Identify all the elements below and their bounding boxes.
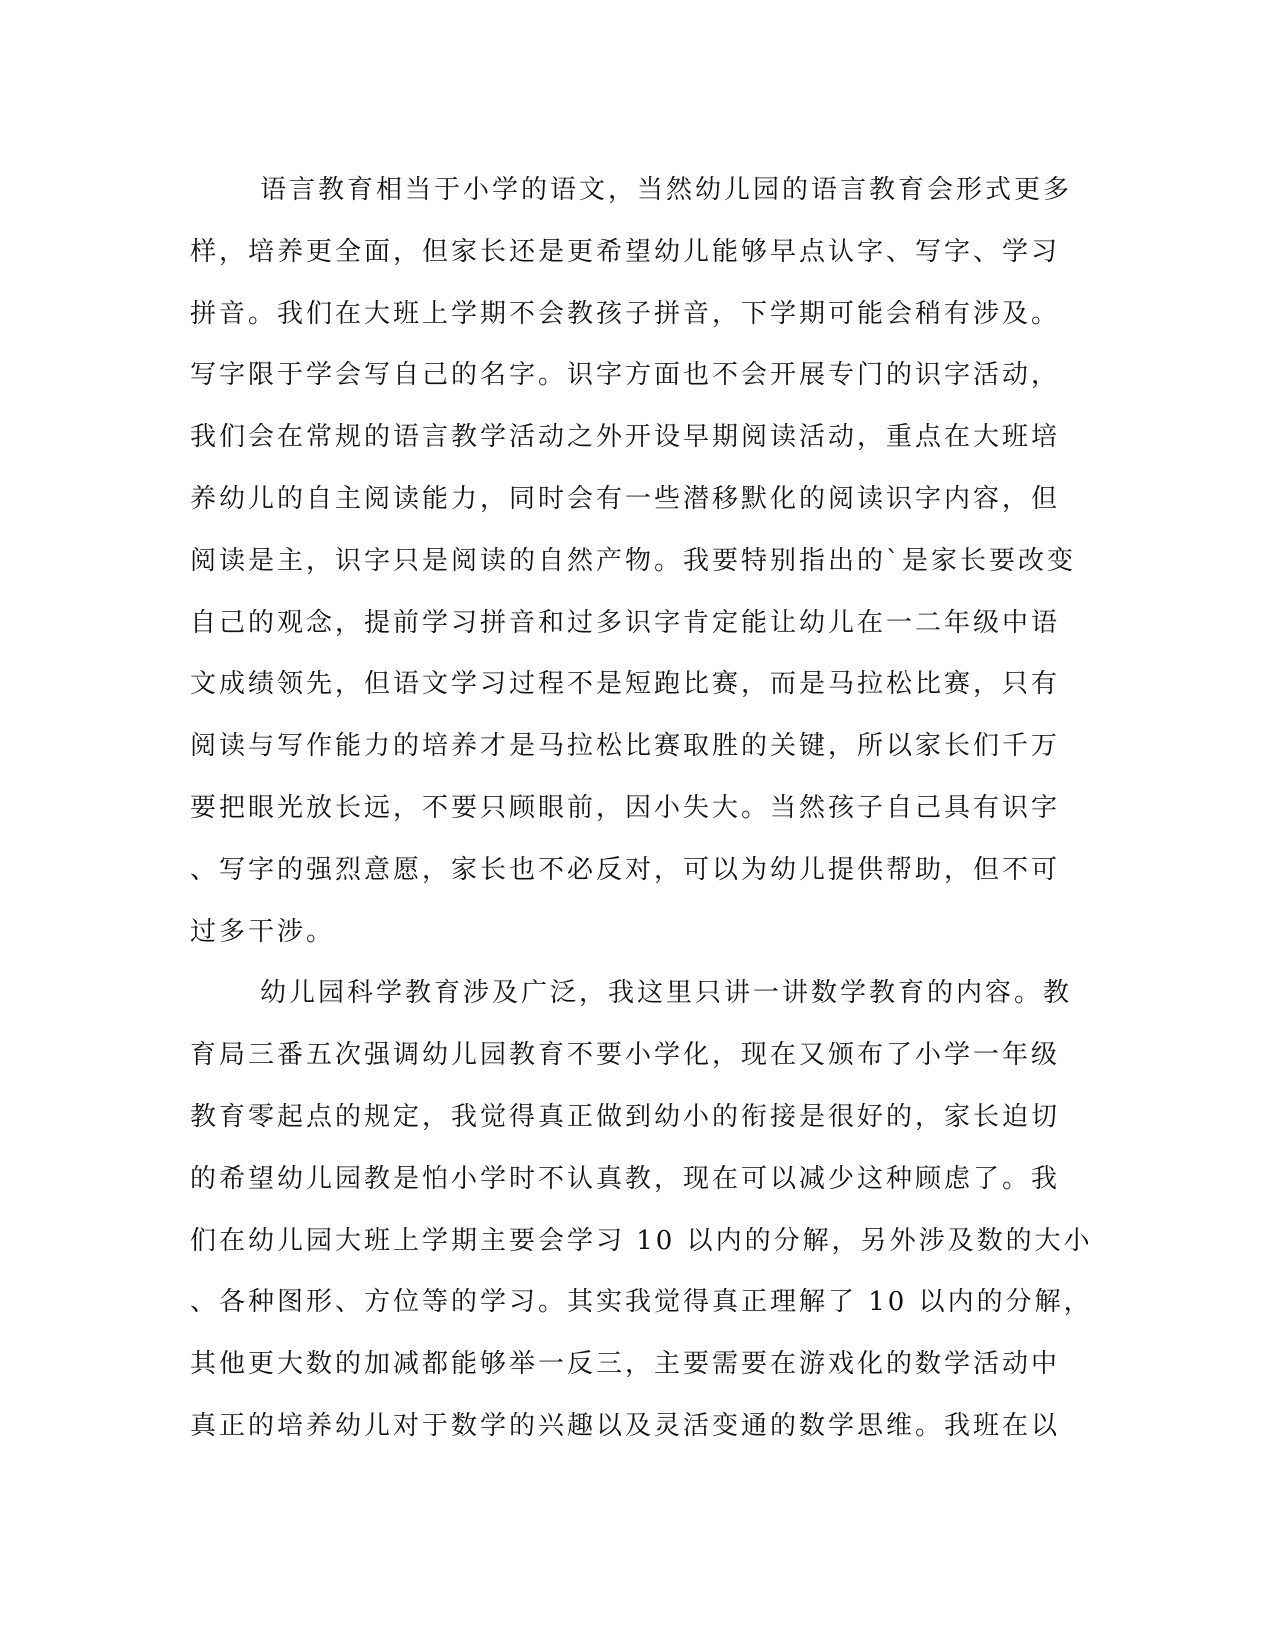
text-line: 自己的观念，提前学习拼音和过多识字肯定能让幼儿在一二年级中语	[190, 607, 1061, 638]
text-line: 真正的培养幼儿对于数学的兴趣以及灵活变通的数学思维。我班在以	[190, 1410, 1061, 1441]
text-line: 要把眼光放长远，不要只顾眼前，因小失大。当然孩子自己具有识字	[190, 792, 1061, 823]
text-line: 阅读与写作能力的培养才是马拉松比赛取胜的关键，所以家长们千万	[190, 731, 1061, 762]
text-line: 写字限于学会写自己的名字。识字方面也不会开展专门的识字活动，	[190, 360, 1061, 391]
text-line: 、写字的强烈意愿，家长也不必反对，可以为幼儿提供帮助，但不可	[190, 854, 1061, 885]
text-line: 语言教育相当于小学的语文，当然幼儿园的语言教育会形式更多	[260, 175, 1073, 205]
text-line: 教育零起点的规定，我觉得真正做到幼小的衔接是很好的，家长迫切	[190, 1101, 1061, 1132]
text-line: 其他更大数的加减都能够举一反三，主要需要在游戏化的数学活动中	[190, 1349, 1061, 1380]
text-line: 样，培养更全面，但家长还是更希望幼儿能够早点认字、写字、学习	[190, 236, 1061, 267]
text-line: 、各种图形、方位等的学习。其实我觉得真正理解了 10 以内的分解，	[190, 1287, 1093, 1318]
paragraph-language-education	[190, 160, 1077, 963]
text-line: 的希望幼儿园教是怕小学时不认真教，现在可以减少这种顾虑了。我	[190, 1163, 1061, 1194]
text-line: 阅读是主，识字只是阅读的自然产物。我要特别指出的`是家长要改变	[190, 545, 1077, 576]
text-line: 幼儿园科学教育涉及广泛，我这里只讲一讲数学教育的内容。教	[260, 978, 1073, 1009]
text-line: 拼音。我们在大班上学期不会教孩子拼音，下学期可能会稍有涉及。	[190, 298, 1061, 329]
text-line: 们在幼儿园大班上学期主要会学习 10 以内的分解，另外涉及数的大小	[190, 1225, 1093, 1256]
paragraph-math-education	[190, 963, 1093, 1457]
text-line: 我们会在常规的语言教学活动之外开设早期阅读活动，重点在大班培	[190, 422, 1061, 453]
document-body	[190, 160, 1093, 1458]
text-line: 养幼儿的自主阅读能力，同时会有一些潜移默化的阅读识字内容，但	[190, 483, 1061, 514]
text-line: 过多干涉。	[190, 916, 336, 947]
text-line: 文成绩领先，但语文学习过程不是短跑比赛，而是马拉松比赛，只有	[190, 669, 1061, 700]
text-line: 育局三番五次强调幼儿园教育不要小学化，现在又颁布了小学一年级	[190, 1040, 1061, 1071]
